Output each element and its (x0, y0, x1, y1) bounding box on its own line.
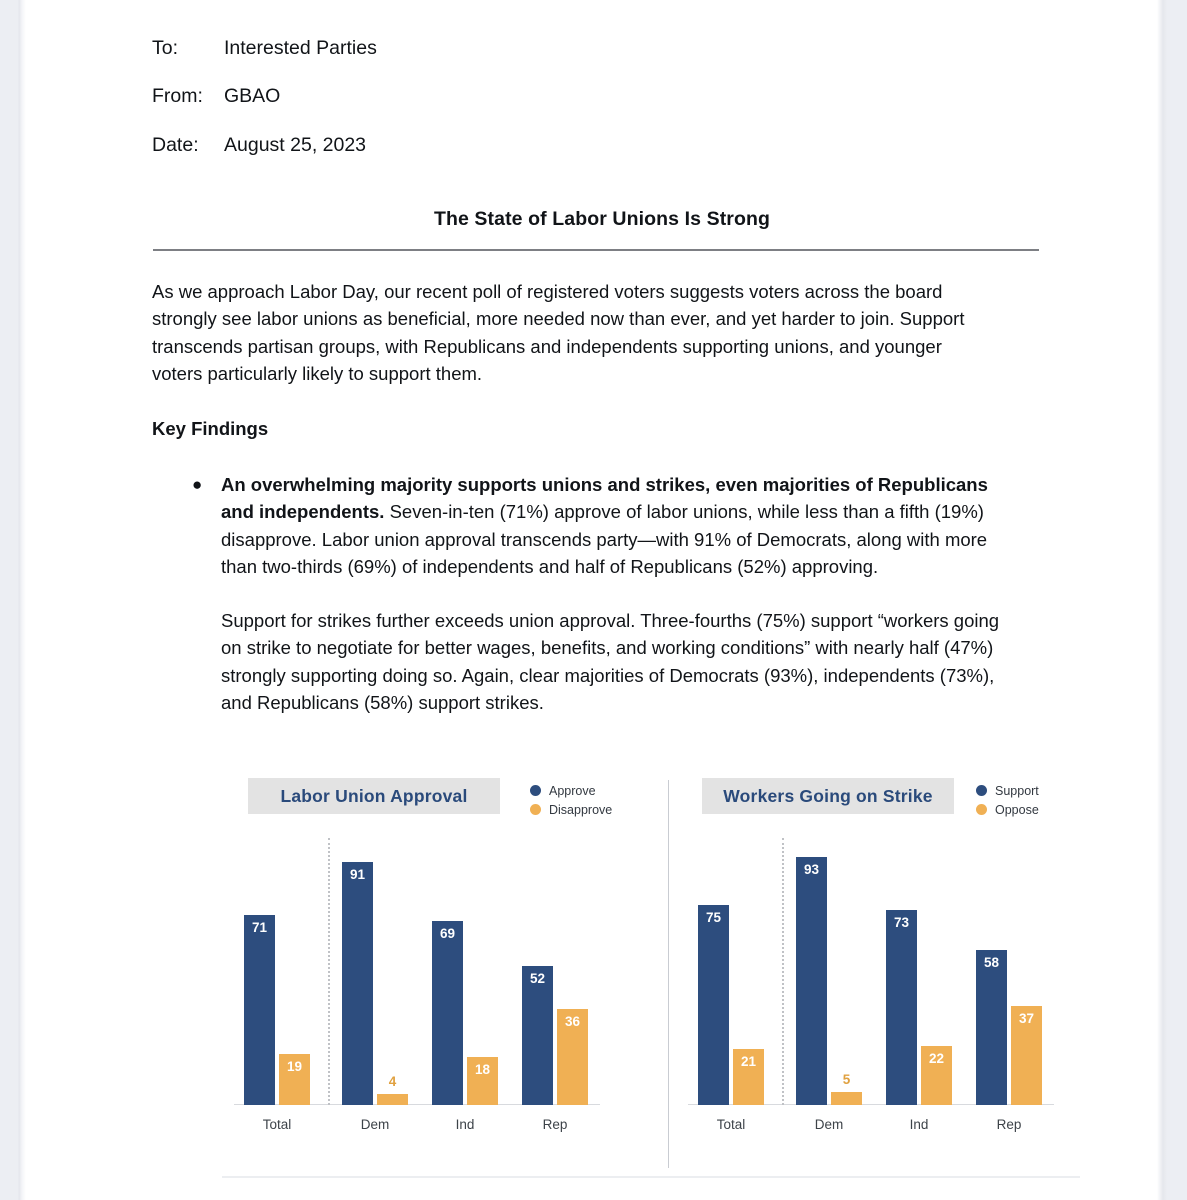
bar-value-label: 18 (474, 1062, 491, 1077)
memo-value-from: GBAO (224, 85, 281, 108)
bar-disapprove-ind (467, 1057, 498, 1105)
legend-item-disapprove (530, 800, 650, 819)
bullet-marker-icon: ● (192, 475, 203, 494)
legend-item-approve (530, 781, 650, 800)
bar-group (686, 838, 776, 1138)
bar-value-label: 37 (1018, 1011, 1035, 1026)
legend-label-support: Support (995, 783, 1039, 798)
legend-dot-approve-icon (530, 785, 541, 796)
chart-header-left (222, 772, 613, 817)
memo-label-to: To: (152, 37, 179, 59)
bar-value-label: 36 (564, 1014, 581, 1029)
bottom-divider (222, 1176, 1080, 1178)
bar-value-label: 71 (251, 920, 268, 935)
bar-value-label: 93 (803, 862, 820, 877)
bar-group (330, 838, 420, 1138)
bar-value-label: 19 (286, 1059, 303, 1074)
bar-group (510, 838, 600, 1138)
bar-value-label: 22 (928, 1051, 945, 1066)
chart-workers-going-on-strike (676, 772, 1066, 1167)
key-findings-bullet (192, 471, 1007, 716)
bar-value-label: 4 (388, 1074, 397, 1089)
bar-value-label: 58 (983, 955, 1000, 970)
key-findings-heading: Key Findings (152, 418, 269, 439)
bar-disapprove-total (279, 1054, 310, 1105)
bar-group-bars (686, 838, 776, 1105)
bar-oppose-dem (831, 1072, 862, 1105)
memo-header (152, 36, 1052, 181)
legend-dot-disapprove-icon (530, 804, 541, 815)
memo-value-date: August 25, 2023 (224, 133, 367, 156)
chart-plot-right (676, 838, 1066, 1138)
bar-group (964, 838, 1054, 1138)
memo-label-date: Date: (152, 133, 199, 156)
x-axis-label-total: Total (716, 1117, 746, 1132)
bar-group (784, 838, 874, 1138)
bar-value-label: 5 (842, 1072, 851, 1087)
bar-approve-rep (522, 966, 553, 1105)
x-axis-label-total: Total (262, 1117, 292, 1132)
bar-value-label: 91 (349, 867, 366, 882)
bar-approve-dem (342, 862, 373, 1105)
bar-group-bars (964, 838, 1054, 1105)
bar-group (874, 838, 964, 1138)
bar-support-ind (886, 910, 917, 1105)
memo-row-to (152, 36, 1052, 60)
bar-group-bars (330, 838, 420, 1105)
legend-dot-support-icon (976, 785, 987, 796)
legend-item-support (976, 781, 1096, 800)
x-axis-label-dem: Dem (360, 1117, 390, 1132)
bar-group-bars (510, 838, 600, 1105)
memo-row-from (152, 84, 1052, 108)
bar-group-bars (420, 838, 510, 1105)
legend-item-oppose (976, 800, 1096, 819)
bar-value-label: 75 (705, 910, 722, 925)
legend-dot-oppose-icon (976, 804, 987, 815)
bar-group-bars (232, 838, 322, 1105)
bar-support-total (698, 905, 729, 1105)
legend-label-approve: Approve (549, 783, 596, 798)
x-axis-label-rep: Rep (996, 1117, 1022, 1132)
x-axis-label-dem: Dem (814, 1117, 844, 1132)
bar-disapprove-dem (377, 1074, 408, 1105)
chart-plot-left (222, 838, 612, 1138)
bar-support-dem (796, 857, 827, 1105)
bullet-paragraph-2: Support for strikes further exceeds union approval. Three-fourths (75%) support “workers going on strike to negotiate for better wages, benefits, and working conditions” with nearly half (47%) strongly supporting doing so. Again, clear majorities of Democrats (93%), independents (73%), and Republicans (58%) support strikes. (221, 610, 1000, 714)
title-divider (153, 249, 1039, 251)
chart-title-right: Workers Going on Strike (702, 778, 954, 814)
bar-group (420, 838, 510, 1138)
chart-header-right (676, 772, 1066, 817)
bar-group-bars (784, 838, 874, 1105)
chart-legend-right (976, 781, 1096, 819)
legend-label-disapprove: Disapprove (549, 802, 613, 817)
chart-legend-left (530, 781, 650, 819)
bar-group (232, 838, 322, 1138)
x-axis-label-ind: Ind (909, 1117, 929, 1132)
bar-oppose-ind (921, 1046, 952, 1105)
bullet-text (221, 471, 1007, 580)
bar-value-label: 73 (893, 915, 910, 930)
charts-vertical-divider (668, 780, 669, 1168)
memo-row-date (152, 133, 1052, 157)
bar-approve-ind (432, 921, 463, 1105)
bar-group-bars (874, 838, 964, 1105)
x-axis-label-rep: Rep (542, 1117, 568, 1132)
document-page (26, 0, 1157, 1200)
memo-label-from: From: (152, 85, 203, 108)
bar-value-label: 21 (740, 1054, 757, 1069)
page-title: The State of Labor Unions Is Strong (433, 208, 771, 230)
bullet-row (192, 471, 1007, 580)
bar-value-label: 52 (529, 971, 546, 986)
bar-disapprove-rep (557, 1009, 588, 1105)
bullet-lead: An overwhelming majority supports unions and strikes, even majorities of Republicans and independents. (221, 474, 988, 523)
charts-container (222, 772, 1052, 1172)
chart-title-left: Labor Union Approval (248, 778, 500, 814)
legend-label-oppose: Oppose (995, 802, 1039, 817)
bar-oppose-rep (1011, 1006, 1042, 1105)
bar-value-label: 69 (439, 926, 456, 941)
chart-labor-union-approval (222, 772, 612, 1167)
intro-paragraph: As we approach Labor Day, our recent poll of registered voters suggests voters across the board strongly see labor unions as beneficial, more needed now than ever, and yet harder to join. Support transcends partisan groups, with Republicans and independents supporting unions, and younger voters particularly likely to support them. (152, 281, 965, 384)
memo-value-to: Interested Parties (224, 37, 377, 59)
bar-approve-total (244, 915, 275, 1105)
bar-support-rep (976, 950, 1007, 1105)
bar-oppose-total (733, 1049, 764, 1105)
bullet-rest: Seven-in-ten (71%) approve of labor unions, while less than a fifth (19%) disapprove. Labor union approval transcends party—with 91% of Democrats, along with more than two-thirds (69%) of independents and half of Republicans (52%) approving. (221, 501, 988, 577)
x-axis-label-ind: Ind (455, 1117, 475, 1132)
